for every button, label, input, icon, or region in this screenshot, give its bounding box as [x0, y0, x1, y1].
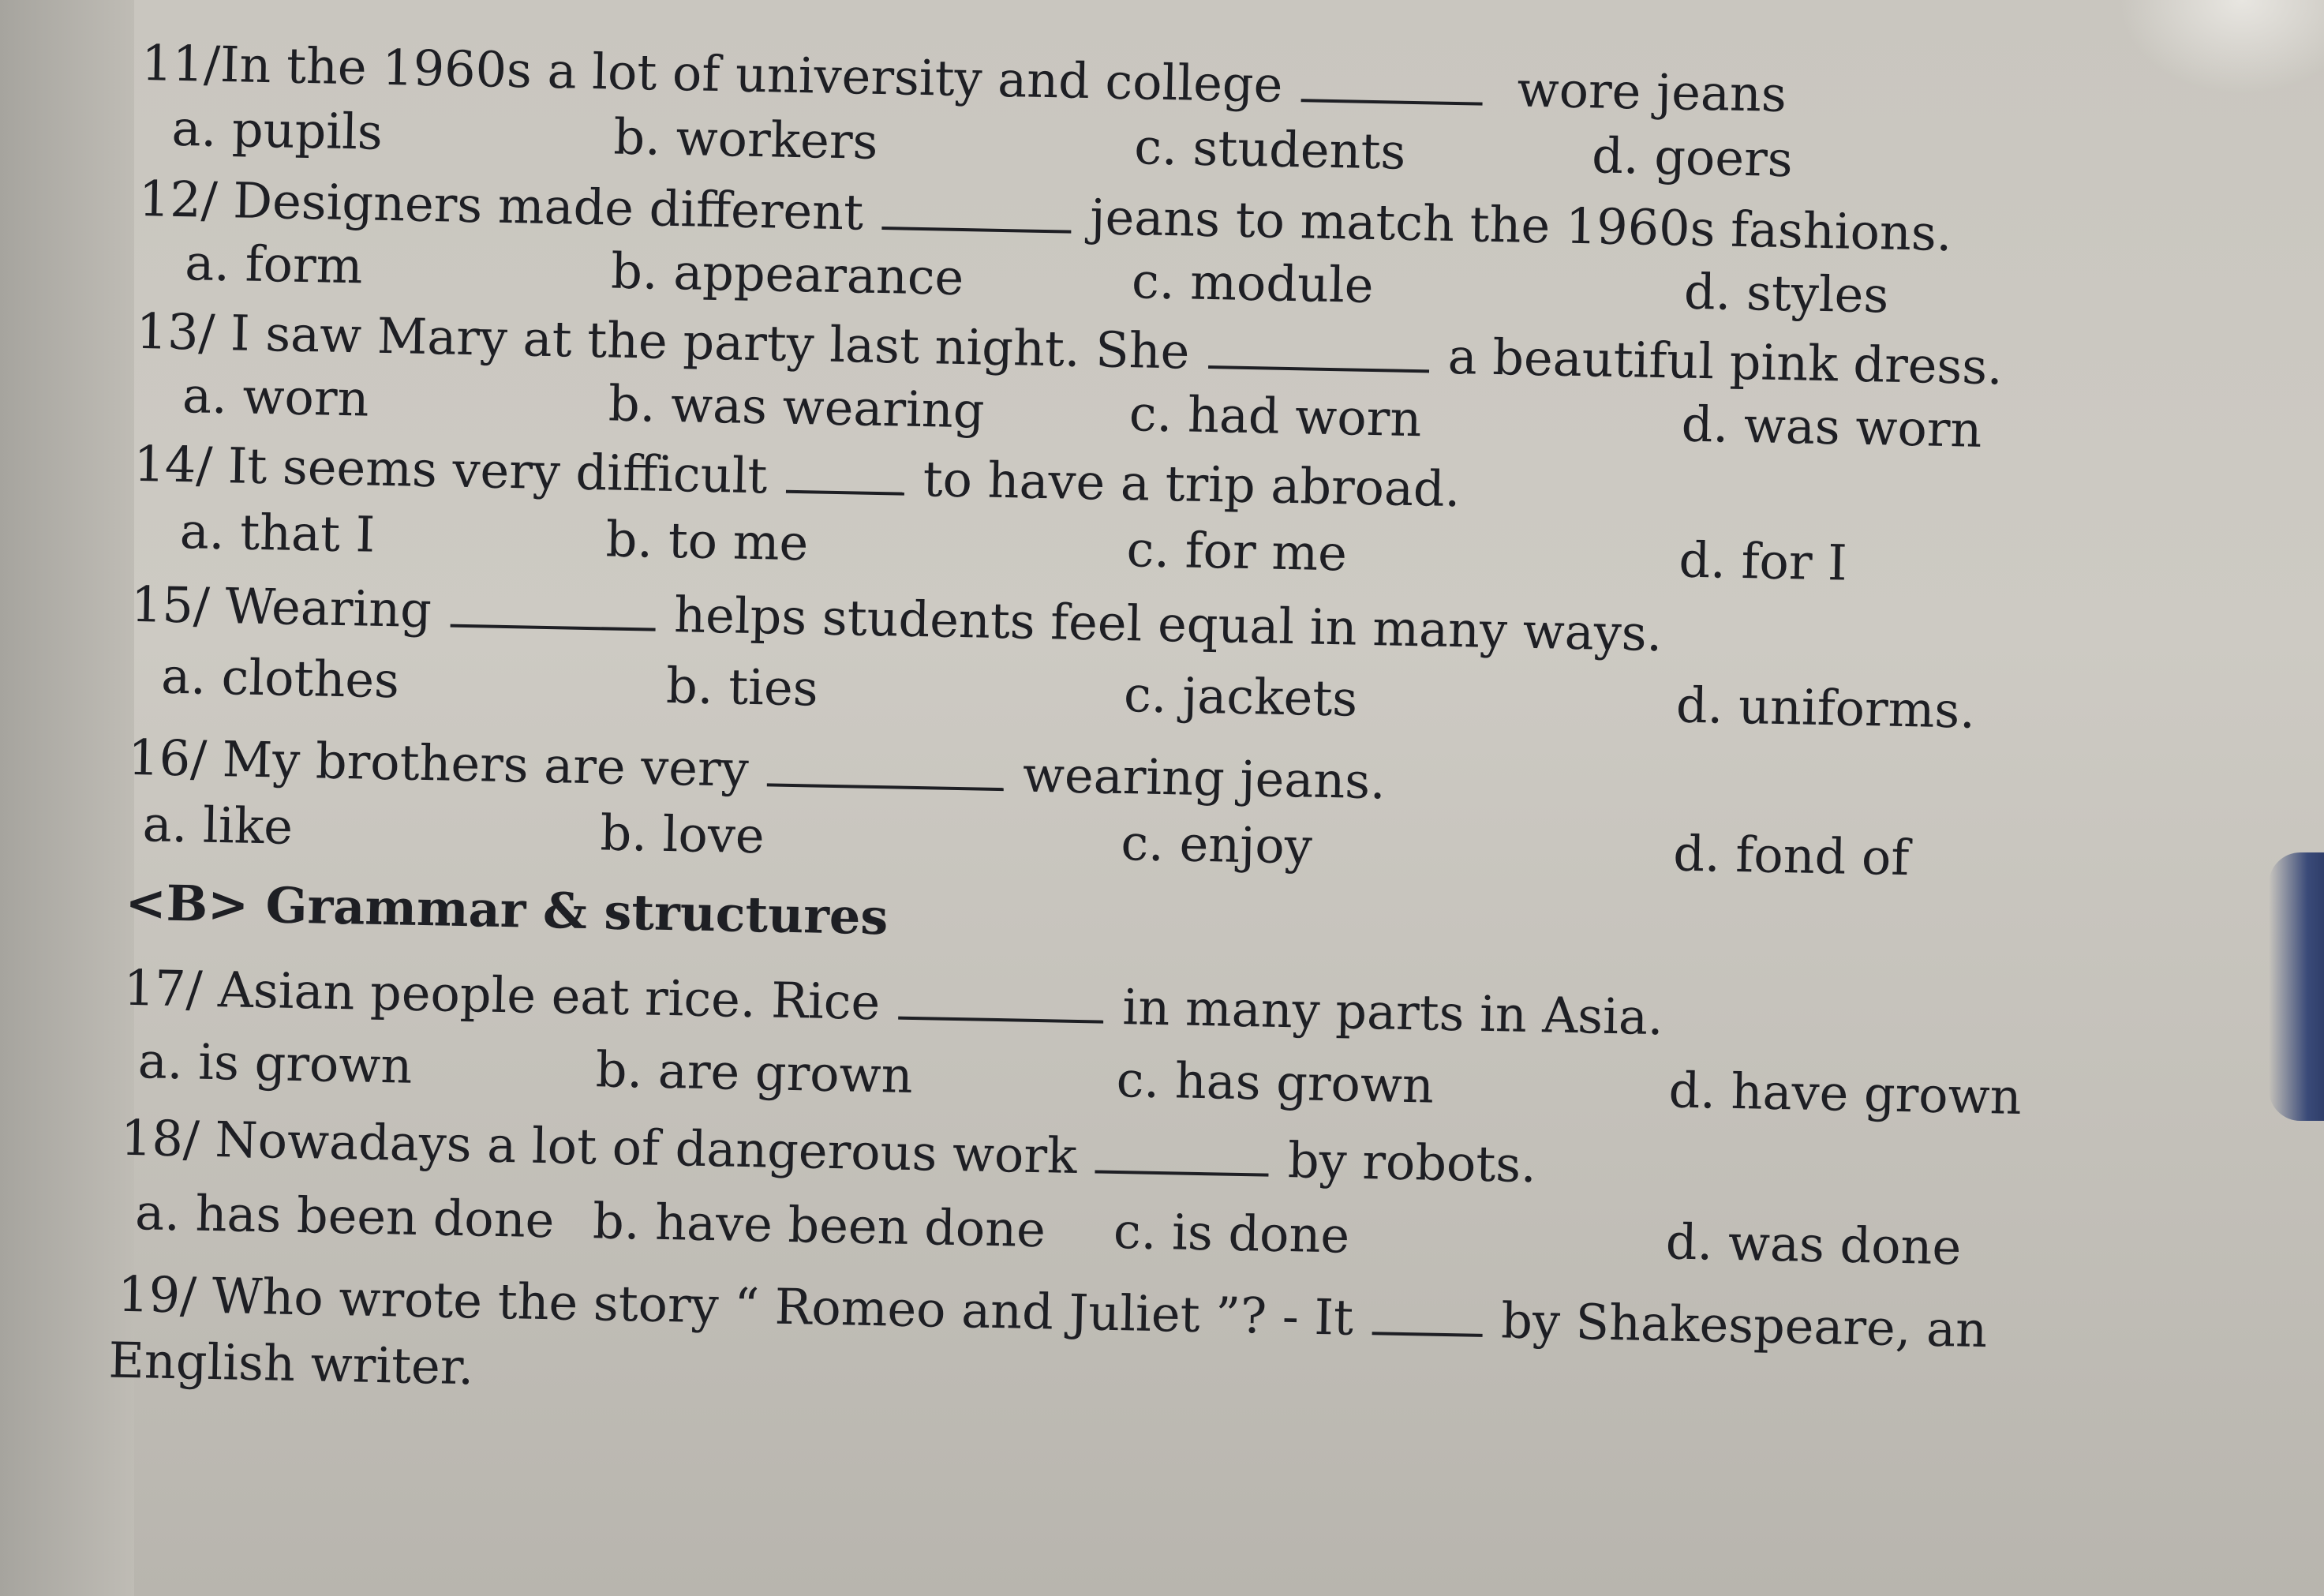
option-c: c. enjoy — [1120, 814, 1313, 875]
question-text-after: by Shakespeare, an — [1500, 1291, 1988, 1359]
question-text-after: wearing jeans. — [1022, 745, 1387, 811]
option-b: b. have been done — [592, 1192, 1046, 1259]
question-text-after: helps students feel equal in many ways. — [673, 586, 1663, 663]
option-d: d. fond of — [1672, 824, 1910, 887]
blue-object-edge — [2269, 852, 2324, 1121]
answer-blank — [881, 187, 1072, 234]
option-d: d. was worn — [1681, 395, 1983, 459]
option-d: d. was done — [1665, 1212, 1962, 1276]
question-text-after: a beautiful pink dress. — [1447, 327, 2004, 396]
option-d: d. uniforms. — [1675, 676, 1976, 740]
option-d: d. styles — [1683, 262, 1889, 324]
question-text: 14/ It seems very difficult — [133, 434, 769, 505]
question-text-after: wore jeans — [1516, 60, 1787, 124]
question-text: 17/ Asian people eat rice. Rice — [123, 958, 881, 1032]
option-c: c. jackets — [1123, 665, 1358, 728]
question-text-after: jeans to match the 1960s fashions. — [1089, 188, 1953, 263]
option-c: c. module — [1131, 252, 1375, 315]
option-c: c. for me — [1125, 520, 1348, 583]
question-text: 19/ Who wrote the story “ Romeo and Juliet ”? - It — [117, 1264, 1354, 1347]
answer-blank — [1301, 59, 1484, 105]
option-d: d. have grown — [1667, 1061, 2023, 1126]
option-b: b. was wearing — [608, 374, 986, 440]
question-text: 12/ Designers made different — [138, 169, 864, 242]
option-d: d. goers — [1591, 126, 1794, 189]
question-text-after: by robots. — [1287, 1131, 1537, 1194]
answer-blank — [1372, 1292, 1483, 1337]
option-b: b. appearance — [610, 242, 964, 307]
option-a: a. has been done — [134, 1183, 556, 1249]
question-16 — [128, 726, 1387, 814]
section-heading: <B> Grammar & structures — [125, 873, 889, 946]
question-text: 15/ Wearing — [130, 575, 432, 639]
option-c: c. is done — [1113, 1201, 1350, 1264]
option-a: a. like — [142, 795, 294, 856]
option-b: b. are grown — [595, 1040, 914, 1104]
question-text-after: in many parts in Asia. — [1121, 978, 1664, 1047]
option-a: a. form — [184, 234, 364, 295]
question-text: 18/ Nowadays a lot of dangerous work — [120, 1108, 1078, 1185]
question-19-continued: English writer. — [107, 1331, 474, 1396]
answer-blank — [1095, 1130, 1270, 1176]
question-text: 16/ My brothers are very — [127, 728, 750, 798]
answer-blank — [899, 977, 1105, 1024]
worksheet — [107, 32, 2272, 1493]
question-11 — [140, 32, 1787, 126]
option-a: a. worn — [182, 366, 370, 428]
option-b: b. workers — [612, 107, 879, 170]
option-a: a. pupils — [170, 99, 384, 161]
option-c: c. had worn — [1128, 384, 1422, 448]
answer-blank — [450, 585, 656, 631]
question-text: 13/ I saw Mary at the party last night. She — [136, 302, 1191, 380]
option-c: c. students — [1133, 118, 1406, 181]
option-b: b. to me — [605, 510, 809, 572]
option-c: c. has grown — [1116, 1050, 1435, 1115]
option-b: b. ties — [665, 656, 819, 717]
question-text-after: to have a trip abroad. — [922, 450, 1461, 519]
option-b: b. love — [599, 804, 765, 865]
question-18 — [120, 1107, 1536, 1197]
option-d: d. for I — [1678, 530, 1848, 592]
answer-blank — [1208, 326, 1430, 373]
answer-blank — [786, 451, 905, 496]
option-a: a. is grown — [137, 1032, 413, 1095]
question-text: 11/In the 1960s a lot of university and college — [140, 33, 1284, 114]
option-a: a. that I — [179, 502, 376, 564]
answer-blank — [767, 744, 1005, 791]
option-a: a. clothes — [160, 646, 400, 710]
